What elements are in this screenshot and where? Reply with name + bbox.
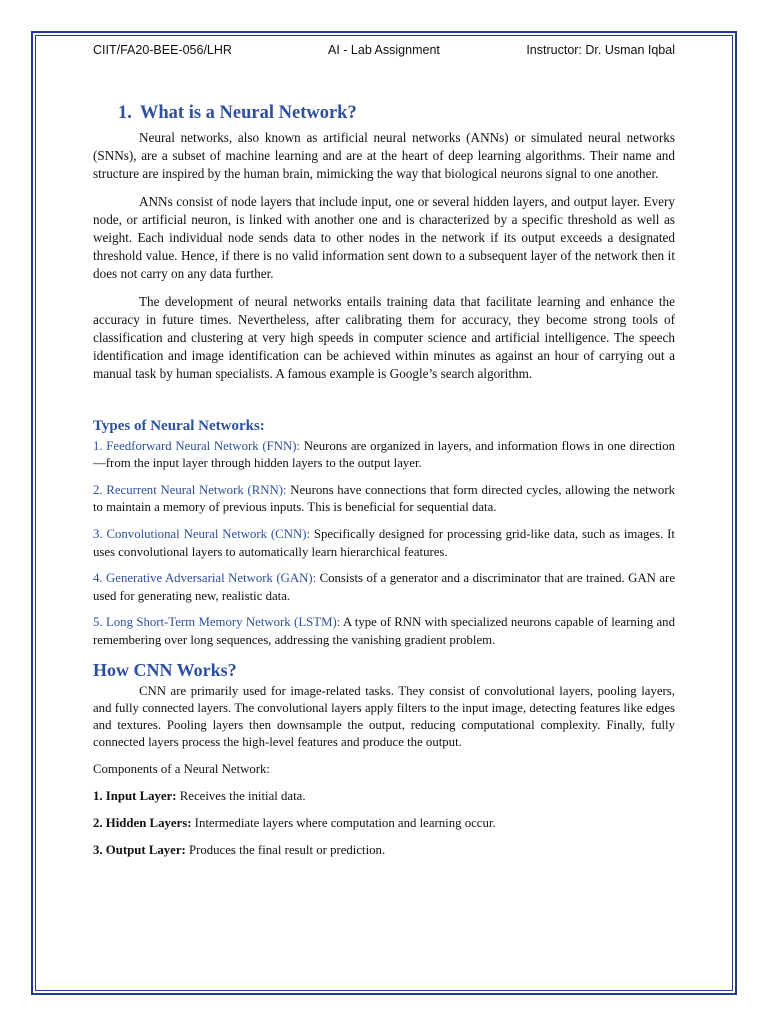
type-item-cnn [93,526,675,561]
page-header [93,43,675,61]
section-title: What is a Neural Network? [139,103,357,123]
type-name: 2. Recurrent Neural Network (RNN): [93,482,287,497]
component-term: 1. Input Layer: [93,789,177,804]
components-label: Components of a Neural Network: [93,762,270,777]
paragraph-intro: Neural networks, also known as artificial neural networks (ANNs) or simulated neural networks (SNNs), are a subset of machine learning and are at the heart of deep learning algorithms. Their name and structure are inspired by the human brain, mimicking the way that biological neurons signal to one another. [93,130,675,182]
component-output-layer [93,842,675,859]
component-term: 2. Hidden Layers: [93,816,192,831]
header-assignment-title: AI - Lab Assignment [328,43,440,57]
type-name: 1. Feedforward Neural Network (FNN): [93,438,301,453]
component-desc: Produces the final result or prediction. [185,843,386,858]
paragraph-cnn: CNN are primarily used for image-related tasks. They consist of convolutional layers, pooling layers, and fully connected layers. The convolutional layers apply filters to the input image, detecting features like edges and textures. Pooling layers then downsample the output, reducing computational complexity. Finally, fully connected layers process the high-level features and produce the output. [93,683,675,750]
component-desc: Receives the initial data. [176,789,306,804]
type-desc: Consists of a generator and a discriminator that are trained. GAN are used for generating new, realistic data. [93,571,675,603]
type-desc: Neurons are organized in layers, and information flows in one direction—from the input layer through hidden layers to the output layer. [93,438,675,471]
section-heading-neural-network [118,102,675,124]
header-student-id: CIIT/FA20-BEE-056/LHR [93,43,232,57]
component-hidden-layers [93,815,675,832]
type-name: 3. Convolutional Neural Network (CNN): [93,527,311,542]
paragraph-ann-layers: ANNs consist of node layers that include input, one or several hidden layers, and output layer. Every node, or artificial neuron, is linked with another one and is characterized by a specific threshold as well as weight. Each individual node sends data to other nodes in the network if its output exceeds a designated threshold value. Hence, if there is no valid information sent down to a subsequent layer of the network then it does not carry on any data further. [93,193,675,282]
type-item-fnn [93,438,675,473]
type-item-lstm [93,614,675,649]
type-desc: Neurons have connections that form directed cycles, allowing the network to maintain a memory of previous inputs. This is beneficial for sequential data. [93,482,675,515]
type-desc: A type of RNN with specialized neurons capable of learning and remembering over long sequences, addressing the vanishing gradient problem. [93,615,675,647]
header-instructor: Instructor: Dr. Usman Iqbal [526,43,675,57]
type-name: 5. Long Short-Term Memory Network (LSTM): [93,615,341,630]
type-item-gan [93,570,675,605]
type-name: 4. Generative Adversarial Network (GAN): [93,571,317,586]
cnn-heading: How CNN Works? [93,659,237,680]
type-desc: Specifically designed for processing grid-like data, such as images. It uses convolutional layers to automatically learn hierarchical features. [93,527,675,559]
section-number: 1. [118,103,132,123]
component-term: 3. Output Layer: [93,843,186,858]
type-item-rnn [93,482,675,517]
paragraph-development: The development of neural networks entails training data that facilitate learning and enhance the accuracy in future times. Nevertheless, after calibrating them for accuracy, they become strong tools of classification and clustering at very high speeds in computer science and artificial intelligence. The speech identification and image identification can be achieved within minutes as against an hour of carrying out a manual task by human specialists. A famous example is Google’s search algorithm. [93,293,675,382]
component-input-layer [93,788,675,805]
types-heading: Types of Neural Networks: [93,417,265,434]
component-desc: Intermediate layers where computation and learning occur. [191,816,496,831]
document-body [93,102,675,859]
